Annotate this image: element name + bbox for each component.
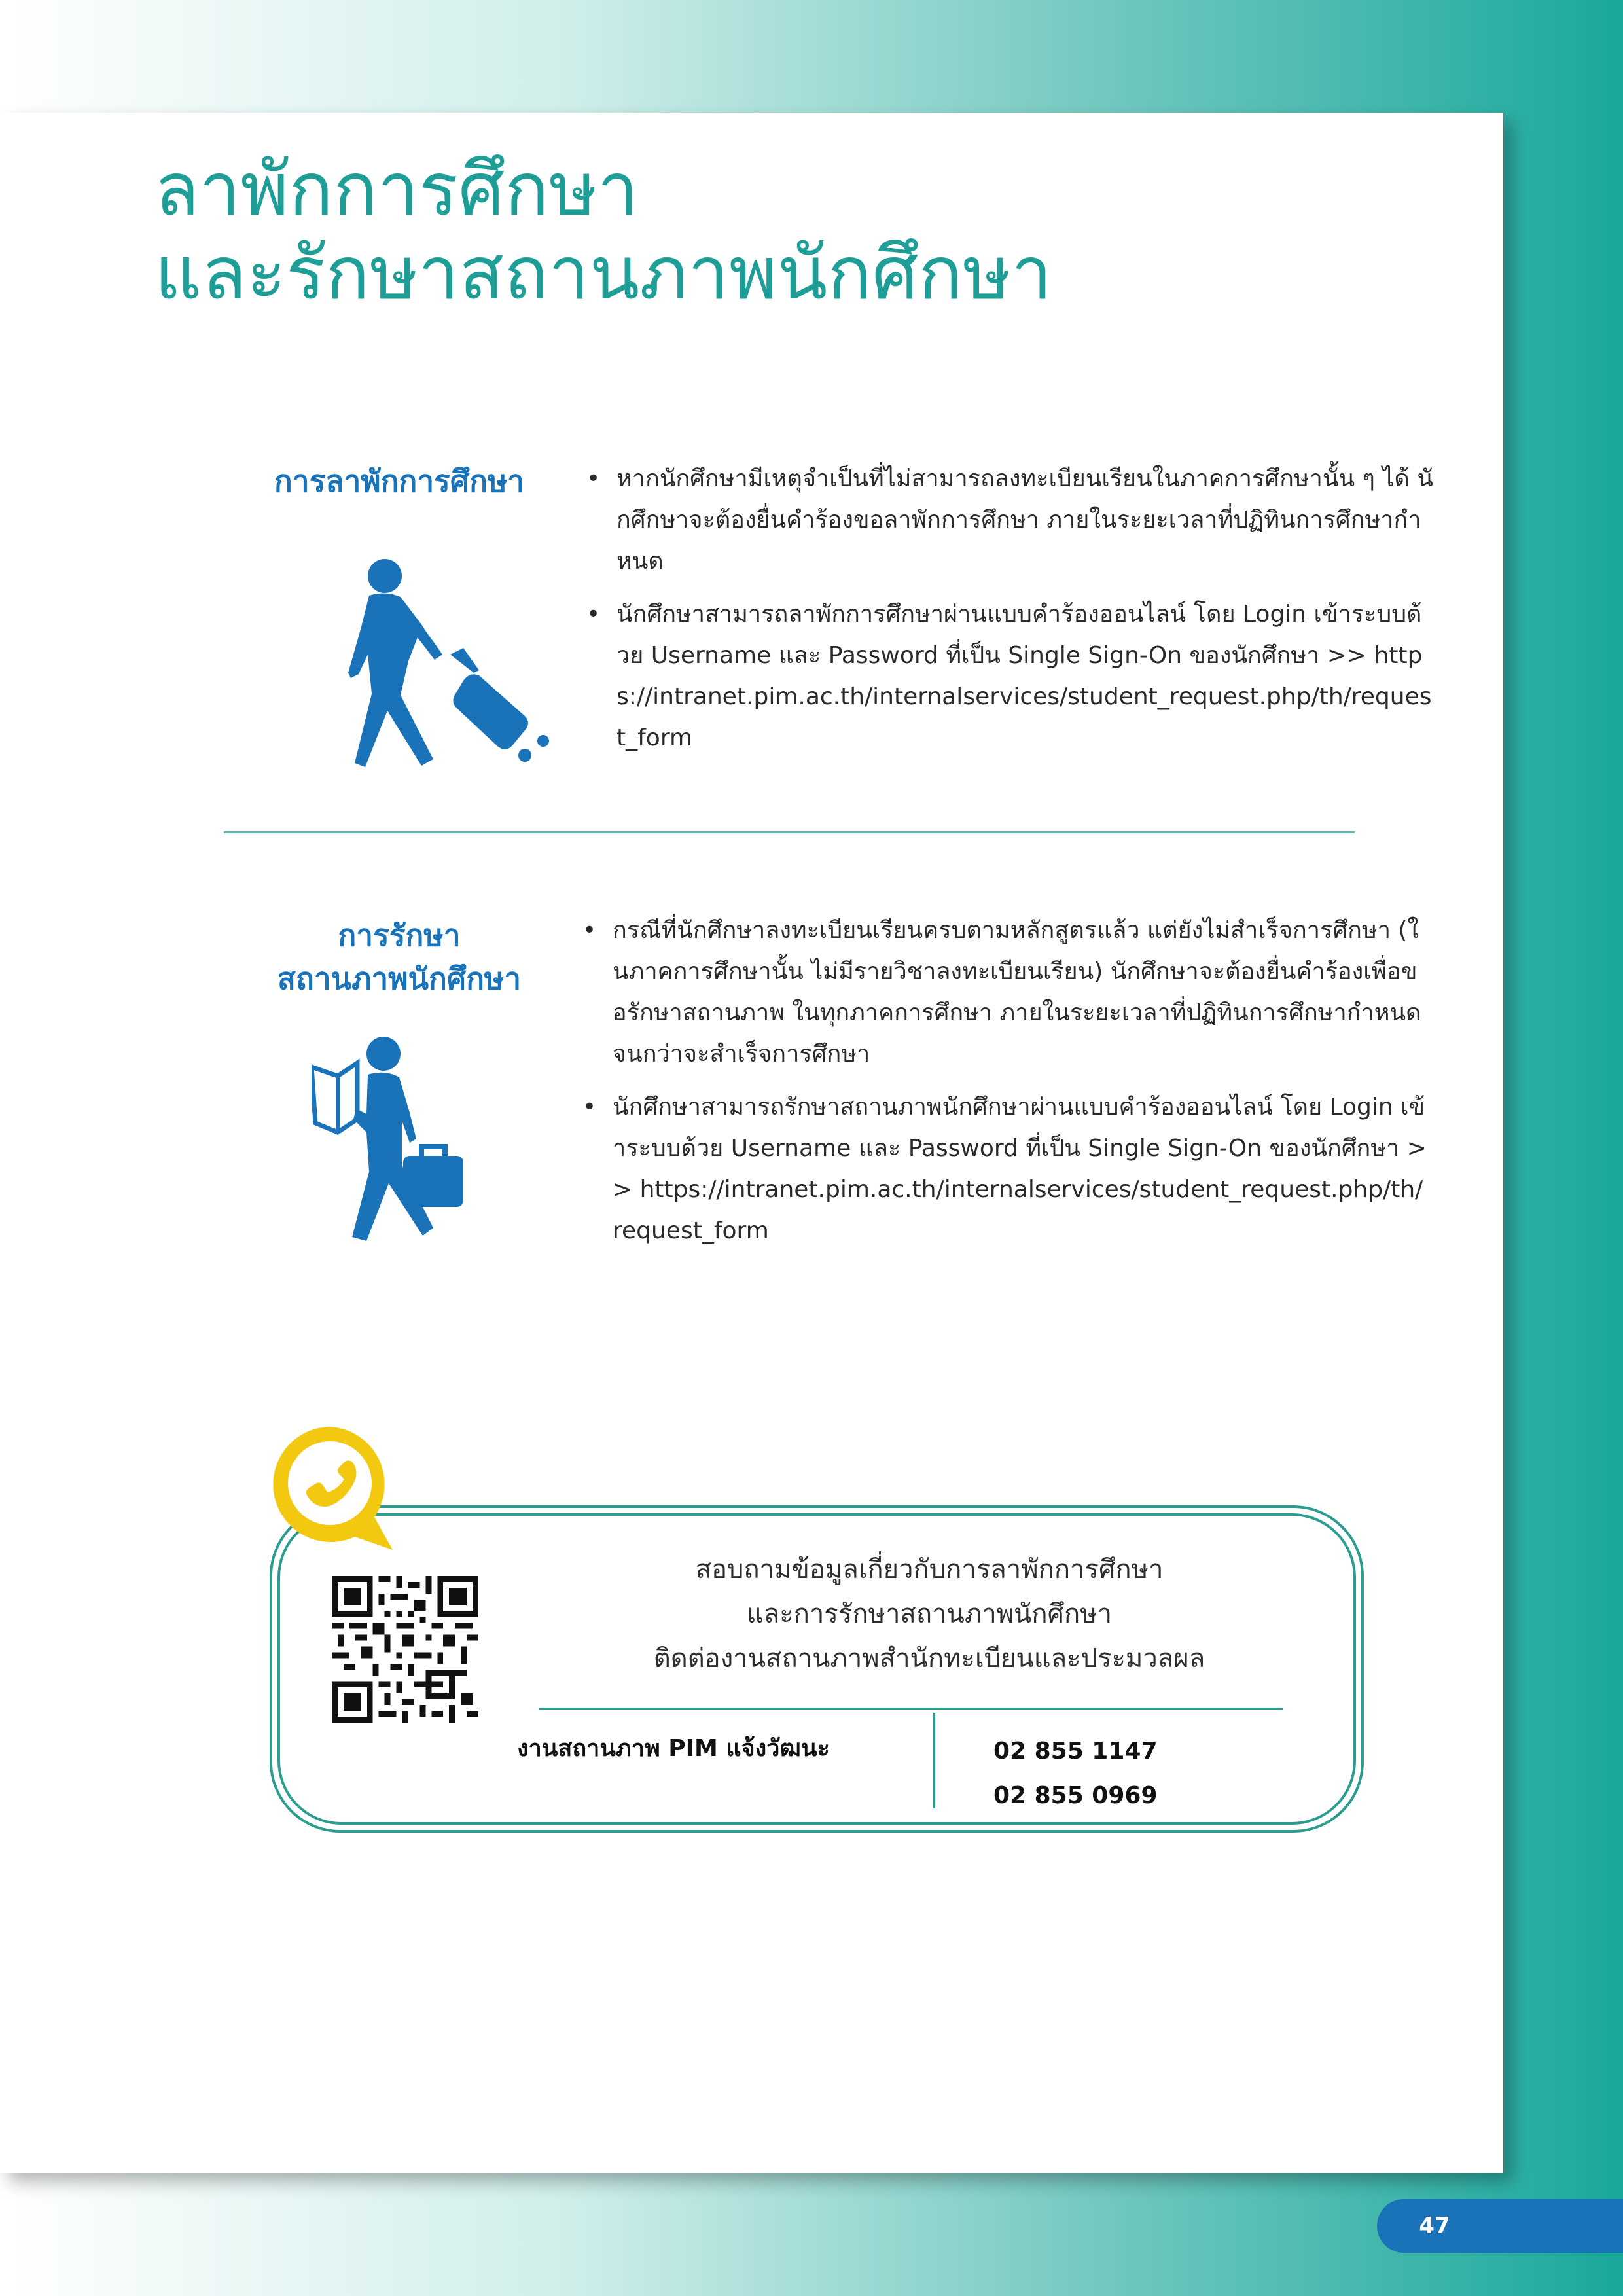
bullet-item: • นักศึกษาสามารถรักษาสถานภาพนักศึกษาผ่านแบบคำร้องออนไลน์ โดย Login เข้าระบบด้วย Username และ Password ที่เป็น Single Sign-On ของนักศึกษา >> https://intranet.pim.ac.th/internalservices/student_request.php/th/request_form — [579, 1086, 1429, 1251]
contact-vertical-divider — [933, 1713, 935, 1808]
contact-divider — [539, 1708, 1283, 1710]
page-title-line-1: ลาพักการศึกษา — [154, 147, 639, 232]
page-number-tab — [1377, 2199, 1623, 2253]
page-title-line-2: และรักษาสถานภาพนักศึกษา — [154, 231, 1052, 316]
page-title — [154, 148, 1052, 315]
section-heading-leave: การลาพักการศึกษา — [274, 463, 525, 499]
person-with-map-and-briefcase-icon — [312, 1034, 475, 1244]
section-heading-status: การรักษา สถานภาพนักศึกษา — [277, 918, 522, 996]
page-number: 47 — [1419, 2213, 1450, 2239]
phone-number: 02 855 0969 — [993, 1782, 1158, 1809]
bullet-item: • นักศึกษาสามารถลาพักการศึกษาผ่านแบบคำร้องออนไลน์ โดย Login เข้าระบบด้วย Username และ Password ที่เป็น Single Sign-On ของนักศึกษา >> https://intranet.pim.ac.th/internalservices/student_request.php/th/request_form — [582, 594, 1433, 759]
phone-chat-bubble-icon — [264, 1419, 402, 1550]
section-divider — [224, 831, 1355, 833]
bullet-item: • กรณีที่นักศึกษาลงทะเบียนเรียนครบตามหลักสูตรแล้ว แต่ยังไม่สำเร็จการศึกษา (ในภาคการศึกษานั้น ไม่มีรายวิชาลงทะเบียนเรียน) นักศึกษาจะต้องยื่นคำร้องเพื่อขอรักษาสถานภาพ ในทุกภาคการศึกษา ภายในระยะเวลาที่ปฏิทินการศึกษากำหนดจนกว่าจะสำเร็จการศึกษา — [579, 910, 1429, 1075]
qr-code-icon — [323, 1576, 487, 1723]
phone-numbers — [993, 1729, 1242, 1818]
bullet-item: • หากนักศึกษามีเหตุจำเป็นที่ไม่สามารถลงทะเบียนเรียนในภาคการศึกษานั้น ๆ ได้ นักศึกษาจะต้องยื่นคำร้องขอลาพักการศึกษา ภายในระยะเวลาที่ปฏิทินการศึกษากำหนด — [582, 458, 1433, 582]
office-name: งานสถานภาพ PIM แจ้งวัฒนะ — [517, 1735, 830, 1762]
phone-number: 02 855 1147 — [993, 1738, 1158, 1765]
contact-info: สอบถามข้อมูลเกี่ยวกับการลาพักการศึกษา และการรักษาสถานภาพนักศึกษา ติดต่องานสถานภาพสำนักทะเบียนและประมวลผล — [653, 1554, 1205, 1674]
section-status-bullets — [579, 910, 1429, 1263]
section-leave-bullets — [582, 458, 1433, 770]
traveler-with-suitcase-icon — [335, 556, 558, 772]
